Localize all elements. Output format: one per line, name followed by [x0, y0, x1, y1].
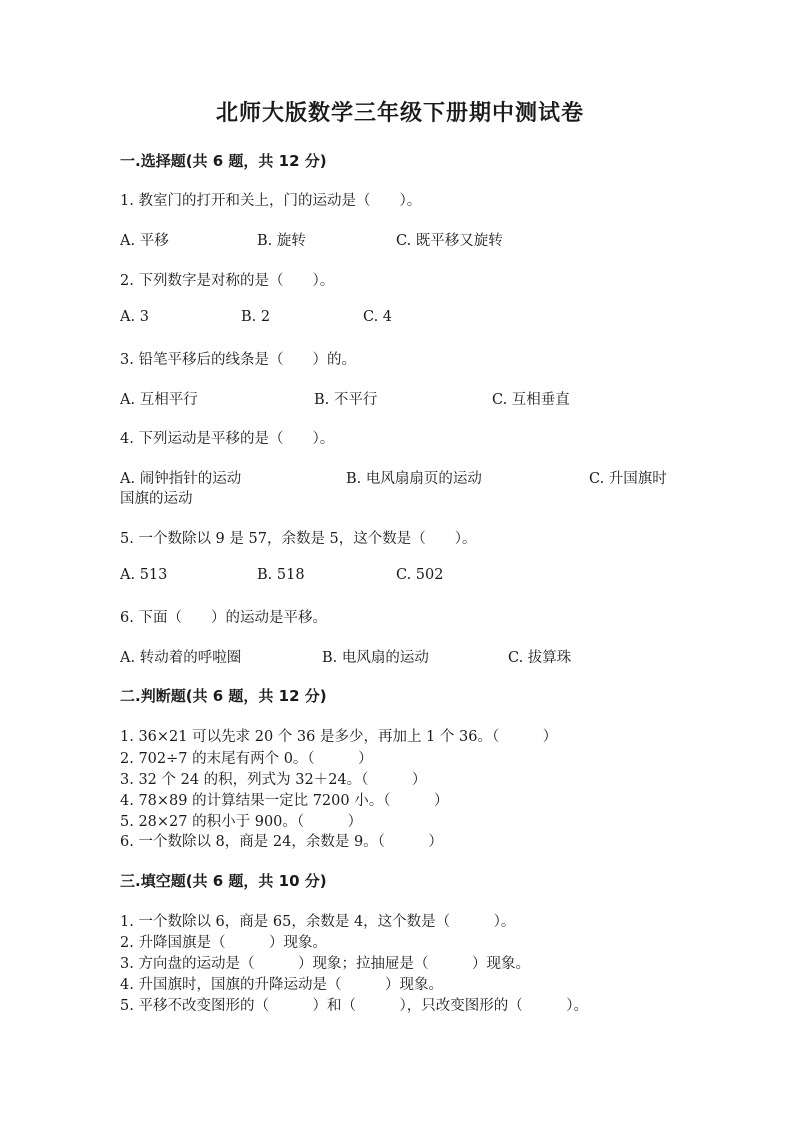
- section-heading-fill-blank: 三.填空题(共 6 题，共 10 分): [120, 872, 327, 890]
- judgment-item: 5. 28×27 的积小于 900。（ ）: [120, 814, 363, 830]
- question-text: 4. 下列运动是平移的是（ ）。: [120, 431, 335, 447]
- page-title: 北师大版数学三年级下册期中测试卷: [215, 101, 584, 126]
- option-a: A. 平移: [120, 233, 169, 249]
- option-c: C. 既平移又旋转: [396, 233, 503, 249]
- option-b: B. 518: [257, 567, 305, 583]
- option-c: C. 502: [396, 567, 444, 583]
- fill-blank-item: 2. 升降国旗是（ ）现象。: [120, 935, 327, 951]
- option-b: B. 不平行: [314, 392, 378, 408]
- option-b: B. 电风扇扇页的运动: [346, 471, 482, 487]
- option-c: C. 互相垂直: [492, 392, 570, 408]
- option-b: B. 2: [241, 309, 271, 325]
- fill-blank-item: 4. 升国旗时，国旗的升降运动是（ ）现象。: [120, 977, 443, 993]
- option-c: C. 4: [363, 309, 393, 325]
- judgment-item: 3. 32 个 24 的积，列式为 32＋24。（ ）: [120, 772, 427, 788]
- judgment-item: 6. 一个数除以 8，商是 24，余数是 9。（ ）: [120, 834, 443, 850]
- option-c: C. 升国旗时: [589, 471, 667, 487]
- option-a: A. 闹钟指针的运动: [120, 471, 242, 487]
- judgment-item: 2. 702÷7 的末尾有两个 0。（ ）: [120, 751, 373, 767]
- fill-blank-item: 3. 方向盘的运动是（ ）现象；拉抽屉是（ ）现象。: [120, 956, 530, 972]
- option-a: A. 3: [120, 309, 149, 325]
- section-heading-choice: 一.选择题(共 6 题，共 12 分): [120, 152, 327, 170]
- option-a: A. 互相平行: [120, 392, 198, 408]
- fill-blank-item: 1. 一个数除以 6，商是 65，余数是 4，这个数是（ ）。: [120, 914, 516, 930]
- fill-blank-item: 5. 平移不改变图形的（ ）和（ ），只改变图形的（ ）。: [120, 998, 588, 1014]
- question-text: 3. 铅笔平移后的线条是（ ）的。: [120, 352, 356, 368]
- question-text: 6. 下面（ ）的运动是平移。: [120, 610, 327, 626]
- question-text: 2. 下列数字是对称的是（ ）。: [120, 273, 335, 289]
- judgment-item: 4. 78×89 的计算结果一定比 7200 小。（ ）: [120, 793, 449, 809]
- option-a: A. 513: [120, 567, 168, 583]
- option-b: B. 旋转: [257, 233, 306, 249]
- judgment-item: 1. 36×21 可以先求 20 个 36 是多少，再加上 1 个 36。（ ）: [120, 729, 558, 745]
- option-a: A. 转动着的呼啦圈: [120, 650, 242, 666]
- option-c: C. 拔算珠: [508, 650, 572, 666]
- option-b: B. 电风扇的运动: [322, 650, 429, 666]
- section-heading-judgment: 二.判断题(共 6 题，共 12 分): [120, 687, 327, 705]
- question-text: 5. 一个数除以 9 是 57，余数是 5，这个数是（ ）。: [120, 531, 477, 547]
- question-text: 1. 教室门的打开和关上，门的运动是（ ）。: [120, 193, 422, 209]
- option-c-continuation: 国旗的运动: [120, 491, 193, 507]
